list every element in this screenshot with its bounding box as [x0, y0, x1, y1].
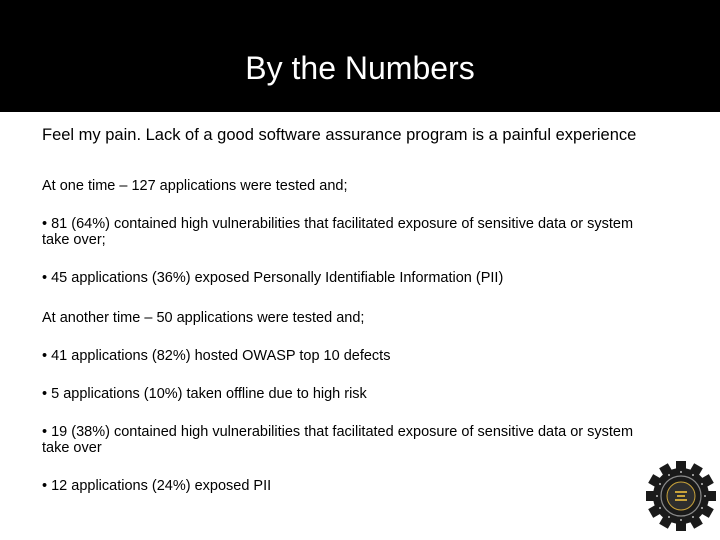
bullet-item: • 45 applications (36%) exposed Personally Identifiable Information (PII): [42, 270, 504, 286]
title-bar: [0, 0, 720, 112]
bullet-item: • 12 applications (24%) exposed PII: [42, 478, 272, 494]
bullet-item: • 5 applications (10%) taken offline due to high risk: [42, 386, 367, 402]
paragraph-1: At one time – 127 applications were tested and;: [42, 178, 348, 194]
bullet-item: • 41 applications (82%) hosted OWASP top 10 defects: [42, 348, 391, 364]
paragraph-2: At another time – 50 applications were tested and;: [42, 310, 365, 326]
bullet-item: • 19 (38%) contained high vulnerabilities that facilitated exposure of sensitive data or system take over: [42, 424, 634, 456]
slide-title: By the Numbers: [245, 50, 475, 86]
gear-seal-logo-icon: [646, 460, 716, 532]
lead-text: Feel my pain. Lack of a good software assurance program is a painful experience: [42, 126, 637, 144]
bullet-item: • 81 (64%) contained high vulnerabilities that facilitated exposure of sensitive data or system take over;: [42, 216, 634, 248]
slide-body: [42, 126, 662, 494]
